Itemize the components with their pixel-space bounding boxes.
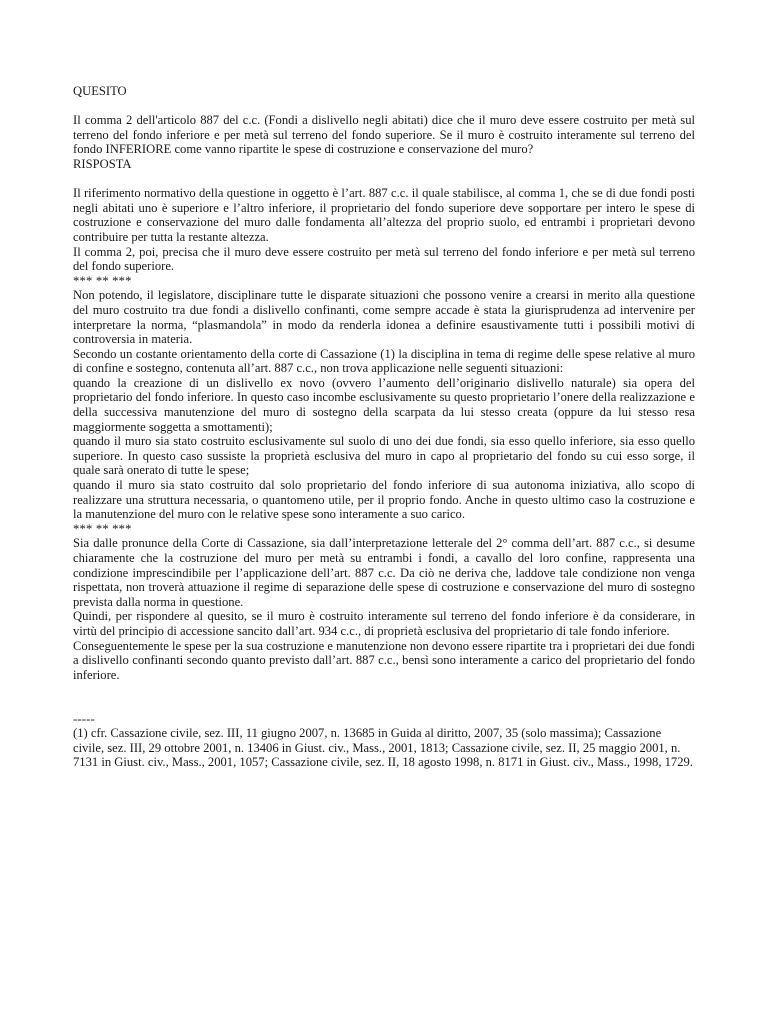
- paragraph: Quindi, per rispondere al quesito, se il muro è costruito interamente sul terreno del fondo inferiore è da considerare, in virtù del principio di accessione sancito dall’art. 934 c.c., di proprietà esclusiva del proprietario di tale fondo inferiore.: [73, 609, 695, 638]
- footnote: (1) cfr. Cassazione civile, sez. III, 11 giugno 2007, n. 13685 in Guida al diritto, 2007, 35 (solo massima); Cassazione civile, sez. III, 29 ottobre 2001, n. 13406 in Giust. civ., Mass., 2001, 1813; Cassazione civile, sez. II, 25 maggio 2001, n. 7131 in Giust. civ., Mass., 2001, 1057; Cassazione civile, sez. II, 18 agosto 1998, n. 8171 in Giust. civ., Mass., 1998, 1729.: [73, 726, 693, 770]
- paragraph: Secondo un costante orientamento della corte di Cassazione (1) la disciplina in tema di regime delle spese relative al muro di confine e sostegno, contenuta all’art. 887 c.c., non trova applicazione nelle seguenti situazioni:: [73, 346, 695, 376]
- blank-line: [73, 682, 695, 697]
- document-page: [73, 84, 695, 770]
- blank-line: [73, 172, 695, 187]
- paragraph: quando il muro sia stato costruito esclusivamente sul suolo di uno dei due fondi, sia esso quello inferiore, sia esso quello superiore. In questo caso sussiste la proprietà esclusiva del muro in capo al proprietario del fondo su cui esso sorge, il quale sarà onerato di tutte le spese;: [73, 434, 695, 478]
- quesito-heading: QUESITO: [73, 84, 127, 98]
- paragraph: quando il muro sia stato costruito dal solo proprietario del fondo inferiore di sua autonoma iniziativa, allo scopo di realizzare una struttura necessaria, o quantomeno utile, per il proprio fondo. Anche in questo ultimo caso la costruzione e la manutenzione del muro con le relative spese sono interamente a suo carico.: [73, 478, 695, 522]
- blank-line: [73, 697, 695, 712]
- paragraph: Il comma 2, poi, precisa che il muro deve essere costruito per metà sul terreno del fondo inferiore e per metà sul terreno del fondo superiore.: [73, 244, 695, 274]
- paragraph: Il riferimento normativo della questione in oggetto è l’art. 887 c.c. il quale stabilisce, al comma 1, che se di due fondi posti negli abitati uno è superiore e l’altro inferiore, il proprietario del fondo superiore deve sopportare per intero le spese di costruzione e conservazione del muro dalle fondamenta all’altezza del proprio suolo, ed entrambi i proprietari devono contribuire per tutta la restante altezza.: [73, 186, 695, 244]
- blank-line: [73, 99, 695, 114]
- risposta-heading: RISPOSTA: [73, 156, 132, 171]
- paragraph: Conseguentemente le spese per la sua costruzione e manutenzione non devono essere ripartite tra i proprietari dei due fondi a dislivello confinanti secondo quanto previsto dall’art. 887 c.c., bensì sono interamente a carico del proprietario del fondo inferiore.: [73, 638, 695, 682]
- paragraph: Non potendo, il legislatore, disciplinare tutte le disparate situazioni che possono venire a crearsi in merito alla questione del muro costruito tra due fondi a dislivello confinanti, come sempre accade è stata la giurisprudenza ad intervenire per interpretare la norma, “plasmandola” in modo da renderla idonea a definire esaustivamente tutti i possibili motivi di controversia in materia.: [73, 288, 695, 347]
- quesito-text: Il comma 2 dell'articolo 887 del c.c. (Fondi a dislivello negli abitati) dice che il muro deve essere costruito per metà sul terreno del fondo inferiore e per metà sul terreno del fondo superiore. Se il muro è costruito interamente sul terreno del fondo INFERIORE come vanno ripartite le spese di costruzione e conservazione del muro?: [73, 113, 695, 157]
- footnote-rule: -----: [73, 711, 95, 726]
- section-separator: *** ** ***: [73, 273, 132, 288]
- paragraph: Sia dalle pronunce della Corte di Cassazione, sia dall’interpretazione letterale del 2° comma dell’art. 887 c.c., si desume chiaramente che la costruzione del muro per metà su entrambi i fondi, a cavallo del loro confine, rappresenta una condizione imprescindibile per l’applicazione dell’art. 887 c.c. Da ciò ne deriva che, laddove tale condizione non venga rispettata, non troverà attuazione il regime di separazione delle spese di costruzione e conservazione del muro di sostegno prevista dalla norma in questione.: [73, 536, 695, 609]
- paragraph: quando la creazione di un dislivello ex novo (ovvero l’aumento dell’originario dislivello naturale) sia opera del proprietario del fondo inferiore. In questo caso incombe esclusivamente su questo proprietario l’onere della realizzazione e della successiva manutenzione del muro di sostegno della scarpata da lui stesso creata (oppure da lui stesso resa maggiormente soggetta a smottamenti);: [73, 375, 695, 434]
- section-separator: *** ** ***: [73, 521, 132, 536]
